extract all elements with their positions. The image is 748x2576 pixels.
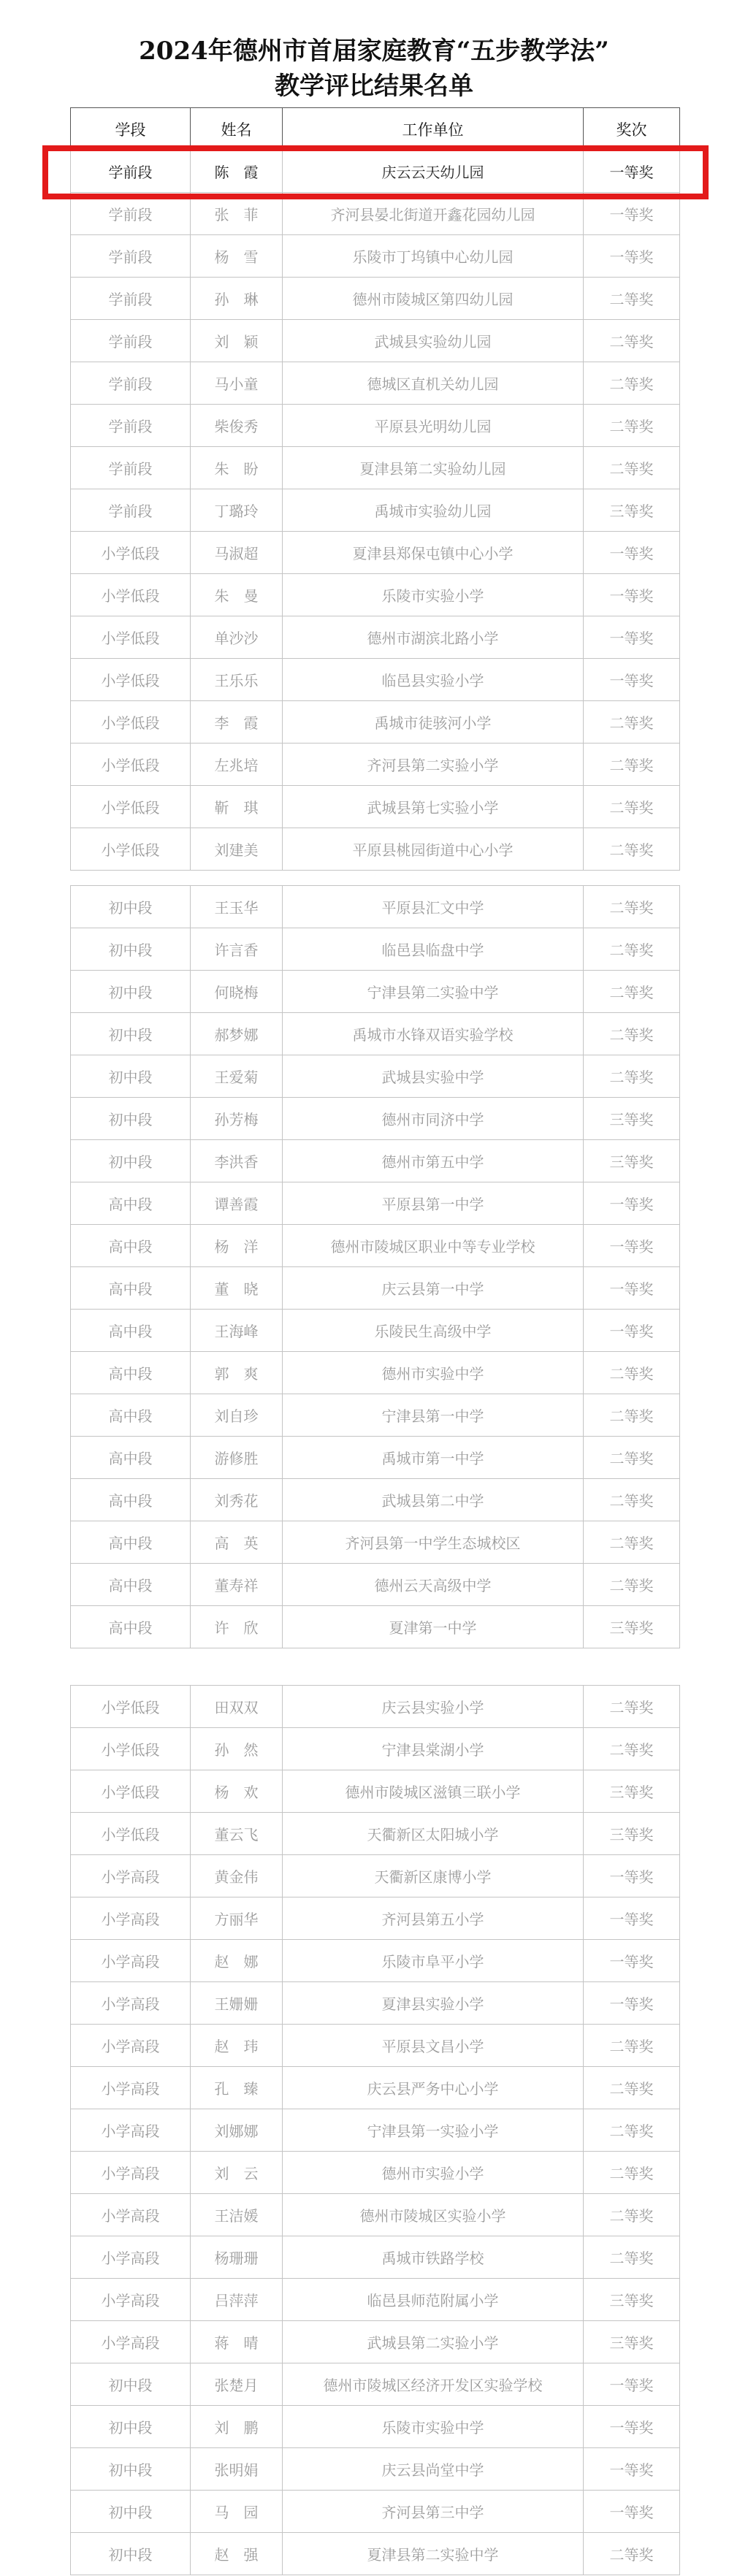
table-row [71, 2194, 680, 2236]
name-cell: 刘建美 [191, 828, 283, 871]
stage-cell: 小学低段 [71, 701, 191, 744]
award-cell: 一等奖 [584, 1267, 680, 1310]
workplace-cell: 临邑县实验小学 [283, 659, 584, 701]
name-cell: 赵 娜 [191, 1940, 283, 1982]
award-cell: 一等奖 [584, 574, 680, 616]
stage-cell: 高中段 [71, 1267, 191, 1310]
stage-cell: 小学低段 [71, 1728, 191, 1770]
award-cell: 二等奖 [584, 2109, 680, 2152]
workplace-cell: 齐河县第二实验小学 [283, 744, 584, 786]
document-subtitle: 教学评比结果名单 [275, 72, 473, 101]
table-row [71, 1225, 680, 1267]
workplace-cell: 武城县第二实验小学 [283, 2321, 584, 2363]
name-cell: 柴俊秀 [191, 405, 283, 447]
workplace-cell: 武城县第二中学 [283, 1479, 584, 1521]
name-cell: 刘 云 [191, 2152, 283, 2194]
name-cell: 赵 玮 [191, 2025, 283, 2067]
award-cell: 二等奖 [584, 1728, 680, 1770]
award-cell: 三等奖 [584, 1770, 680, 1813]
stage-cell: 高中段 [71, 1310, 191, 1352]
stage-cell: 高中段 [71, 1225, 191, 1267]
stage-cell: 初中段 [71, 886, 191, 928]
award-cell: 三等奖 [584, 1140, 680, 1182]
workplace-cell: 临邑县师范附属小学 [283, 2279, 584, 2321]
stage-cell: 初中段 [71, 1013, 191, 1055]
stage-cell: 小学低段 [71, 1813, 191, 1855]
stage-cell: 学前段 [71, 362, 191, 405]
table-header-row [71, 108, 680, 150]
stage-cell: 高中段 [71, 1394, 191, 1437]
stage-cell: 小学高段 [71, 2279, 191, 2321]
name-cell: 杨 欢 [191, 1770, 283, 1813]
table-row [71, 235, 680, 278]
workplace-cell: 平原县光明幼儿园 [283, 405, 584, 447]
stage-cell: 小学高段 [71, 2109, 191, 2152]
workplace-cell: 夏津县郑保屯镇中心小学 [283, 532, 584, 574]
award-cell: 一等奖 [584, 659, 680, 701]
table-row [71, 1521, 680, 1564]
name-cell: 孙 琳 [191, 278, 283, 320]
workplace-cell: 宁津县第二实验中学 [283, 971, 584, 1013]
award-cell: 二等奖 [584, 320, 680, 362]
name-cell: 王海峰 [191, 1310, 283, 1352]
column-header-award: 奖次 [584, 108, 680, 150]
stage-cell: 小学高段 [71, 2321, 191, 2363]
table-row [71, 786, 680, 828]
workplace-cell: 天衢新区太阳城小学 [283, 1813, 584, 1855]
stage-cell: 小学低段 [71, 744, 191, 786]
workplace-cell: 德城区直机关幼儿园 [283, 362, 584, 405]
award-cell: 二等奖 [584, 278, 680, 320]
table-row [71, 2067, 680, 2109]
stage-cell: 小学高段 [71, 1897, 191, 1940]
workplace-cell: 乐陵市实验中学 [283, 2406, 584, 2448]
name-cell: 高 英 [191, 1521, 283, 1564]
workplace-cell: 德州市陵城区第四幼儿园 [283, 278, 584, 320]
workplace-cell: 庆云县实验小学 [283, 1686, 584, 1728]
table-row [71, 1310, 680, 1352]
workplace-cell: 德州市陵城区经济开发区实验学校 [283, 2363, 584, 2406]
table-row [71, 1013, 680, 1055]
workplace-cell: 德州市湖滨北路小学 [283, 616, 584, 659]
name-cell: 杨珊珊 [191, 2236, 283, 2279]
stage-cell: 高中段 [71, 1182, 191, 1225]
workplace-cell: 夏津县第二实验中学 [283, 2533, 584, 2575]
table-row [71, 2448, 680, 2491]
table-row [71, 659, 680, 701]
award-cell: 二等奖 [584, 1564, 680, 1606]
stage-cell: 小学高段 [71, 2236, 191, 2279]
award-cell: 一等奖 [584, 2491, 680, 2533]
name-cell: 黄金伟 [191, 1855, 283, 1897]
name-cell: 孙 然 [191, 1728, 283, 1770]
stage-cell: 初中段 [71, 1055, 191, 1098]
table-row [71, 1182, 680, 1225]
table-row [71, 1770, 680, 1813]
award-cell: 一等奖 [584, 1855, 680, 1897]
table-row [71, 2363, 680, 2406]
workplace-cell: 乐陵民生高级中学 [283, 1310, 584, 1352]
name-cell: 游修胜 [191, 1437, 283, 1479]
award-cell: 二等奖 [584, 828, 680, 871]
name-cell: 丁璐玲 [191, 489, 283, 532]
name-cell: 马 园 [191, 2491, 283, 2533]
table-row [71, 886, 680, 928]
award-cell: 二等奖 [584, 971, 680, 1013]
name-cell: 靳 琪 [191, 786, 283, 828]
table-row [71, 193, 680, 235]
name-cell: 张明娟 [191, 2448, 283, 2491]
stage-cell: 初中段 [71, 1140, 191, 1182]
name-cell: 郝梦娜 [191, 1013, 283, 1055]
stage-cell: 初中段 [71, 2533, 191, 2575]
stage-cell: 学前段 [71, 320, 191, 362]
name-cell: 许言香 [191, 928, 283, 971]
workplace-cell: 德州市陵城区滋镇三联小学 [283, 1770, 584, 1813]
workplace-cell: 庆云云天幼儿园 [283, 150, 584, 193]
award-cell: 三等奖 [584, 1098, 680, 1140]
award-cell: 二等奖 [584, 405, 680, 447]
document-title: 2024年德州市首届家庭教育“五步教学法” [139, 37, 609, 66]
table-row [71, 1394, 680, 1437]
award-cell: 三等奖 [584, 1606, 680, 1648]
column-header-workplace: 工作单位 [283, 108, 584, 150]
stage-cell: 学前段 [71, 405, 191, 447]
table-row [71, 828, 680, 871]
name-cell: 刘 颖 [191, 320, 283, 362]
award-cell: 二等奖 [584, 1686, 680, 1728]
table-row [71, 1140, 680, 1182]
table-row [71, 2109, 680, 2152]
table-row [71, 1055, 680, 1098]
award-cell: 一等奖 [584, 193, 680, 235]
award-cell: 三等奖 [584, 489, 680, 532]
column-header-name: 姓名 [191, 108, 283, 150]
workplace-cell: 德州市第五中学 [283, 1140, 584, 1182]
award-cell: 二等奖 [584, 2533, 680, 2575]
name-cell: 李洪香 [191, 1140, 283, 1182]
name-cell: 王洁媛 [191, 2194, 283, 2236]
workplace-cell: 夏津县实验小学 [283, 1982, 584, 2025]
name-cell: 张 菲 [191, 193, 283, 235]
name-cell: 王玉华 [191, 886, 283, 928]
name-cell: 孙芳梅 [191, 1098, 283, 1140]
workplace-cell: 宁津县第一实验小学 [283, 2109, 584, 2152]
award-cell: 一等奖 [584, 2448, 680, 2491]
name-cell: 马小童 [191, 362, 283, 405]
award-cell: 二等奖 [584, 886, 680, 928]
award-cell: 二等奖 [584, 1521, 680, 1564]
name-cell: 董云飞 [191, 1813, 283, 1855]
stage-cell: 小学高段 [71, 2067, 191, 2109]
workplace-cell: 宁津县第一中学 [283, 1394, 584, 1437]
table-row [71, 447, 680, 489]
stage-cell: 学前段 [71, 278, 191, 320]
stage-cell: 初中段 [71, 2448, 191, 2491]
workplace-cell: 齐河县第一中学生态城校区 [283, 1521, 584, 1564]
name-cell: 杨 雪 [191, 235, 283, 278]
table-row [71, 1940, 680, 1982]
table-row [71, 971, 680, 1013]
table-row [71, 1813, 680, 1855]
award-cell: 一等奖 [584, 1310, 680, 1352]
stage-cell: 小学低段 [71, 1770, 191, 1813]
table-row [71, 2406, 680, 2448]
table-row [71, 701, 680, 744]
table-row [71, 1267, 680, 1310]
results-table-part-2 [70, 885, 680, 1648]
table-row [71, 616, 680, 659]
workplace-cell: 乐陵市实验小学 [283, 574, 584, 616]
workplace-cell: 天衢新区康博小学 [283, 1855, 584, 1897]
table-row [71, 320, 680, 362]
name-cell: 马淑超 [191, 532, 283, 574]
table-row [71, 150, 680, 193]
stage-cell: 学前段 [71, 235, 191, 278]
table-row [71, 744, 680, 786]
award-cell: 二等奖 [584, 2025, 680, 2067]
stage-cell: 小学高段 [71, 2152, 191, 2194]
table-row [71, 1437, 680, 1479]
stage-cell: 高中段 [71, 1437, 191, 1479]
workplace-cell: 武城县实验中学 [283, 1055, 584, 1098]
award-cell: 一等奖 [584, 235, 680, 278]
stage-cell: 小学高段 [71, 2025, 191, 2067]
stage-cell: 初中段 [71, 971, 191, 1013]
name-cell: 王姗姗 [191, 1982, 283, 2025]
award-cell: 三等奖 [584, 2321, 680, 2363]
award-cell: 二等奖 [584, 744, 680, 786]
table-row [71, 574, 680, 616]
stage-cell: 小学低段 [71, 786, 191, 828]
table-row [71, 1855, 680, 1897]
award-cell: 一等奖 [584, 1225, 680, 1267]
stage-cell: 小学低段 [71, 1686, 191, 1728]
workplace-cell: 平原县桃园街道中心小学 [283, 828, 584, 871]
workplace-cell: 齐河县第五小学 [283, 1897, 584, 1940]
workplace-cell: 德州市陵城区实验小学 [283, 2194, 584, 2236]
stage-cell: 初中段 [71, 928, 191, 971]
name-cell: 董寿祥 [191, 1564, 283, 1606]
table-row [71, 278, 680, 320]
stage-cell: 小学低段 [71, 574, 191, 616]
award-cell: 一等奖 [584, 532, 680, 574]
column-header-stage: 学段 [71, 108, 191, 150]
stage-cell: 高中段 [71, 1479, 191, 1521]
name-cell: 董 晓 [191, 1267, 283, 1310]
award-cell: 二等奖 [584, 2152, 680, 2194]
table-row [71, 1606, 680, 1648]
name-cell: 王乐乐 [191, 659, 283, 701]
name-cell: 刘 鹏 [191, 2406, 283, 2448]
workplace-cell: 禹城市徒骇河小学 [283, 701, 584, 744]
award-cell: 二等奖 [584, 2067, 680, 2109]
award-cell: 二等奖 [584, 786, 680, 828]
workplace-cell: 庆云县严务中心小学 [283, 2067, 584, 2109]
workplace-cell: 乐陵市丁坞镇中心幼儿园 [283, 235, 584, 278]
table-row [71, 2321, 680, 2363]
results-table-part-3 [70, 1685, 680, 2575]
workplace-cell: 宁津县棠湖小学 [283, 1728, 584, 1770]
name-cell: 陈 霞 [191, 150, 283, 193]
name-cell: 李 霞 [191, 701, 283, 744]
table-row [71, 362, 680, 405]
table-row [71, 1098, 680, 1140]
workplace-cell: 夏津第一中学 [283, 1606, 584, 1648]
award-cell: 二等奖 [584, 2236, 680, 2279]
name-cell: 孔 臻 [191, 2067, 283, 2109]
table-row [71, 2236, 680, 2279]
workplace-cell: 庆云县尚堂中学 [283, 2448, 584, 2491]
award-cell: 一等奖 [584, 1940, 680, 1982]
table-row [71, 2279, 680, 2321]
workplace-cell: 齐河县第三中学 [283, 2491, 584, 2533]
table-row [71, 2152, 680, 2194]
stage-cell: 学前段 [71, 150, 191, 193]
results-table-part-1 [70, 107, 680, 871]
name-cell: 方丽华 [191, 1897, 283, 1940]
stage-cell: 高中段 [71, 1521, 191, 1564]
table-row [71, 1897, 680, 1940]
name-cell: 刘娜娜 [191, 2109, 283, 2152]
stage-cell: 学前段 [71, 193, 191, 235]
award-cell: 一等奖 [584, 2363, 680, 2406]
name-cell: 刘秀花 [191, 1479, 283, 1521]
workplace-cell: 夏津县第二实验幼儿园 [283, 447, 584, 489]
stage-cell: 高中段 [71, 1352, 191, 1394]
stage-cell: 小学低段 [71, 616, 191, 659]
name-cell: 左兆培 [191, 744, 283, 786]
stage-cell: 小学高段 [71, 1982, 191, 2025]
award-cell: 一等奖 [584, 616, 680, 659]
workplace-cell: 禹城市水锋双语实验学校 [283, 1013, 584, 1055]
award-cell: 二等奖 [584, 928, 680, 971]
workplace-cell: 德州市同济中学 [283, 1098, 584, 1140]
table-row [71, 2491, 680, 2533]
award-cell: 二等奖 [584, 1013, 680, 1055]
award-cell: 二等奖 [584, 1352, 680, 1394]
award-cell: 二等奖 [584, 1394, 680, 1437]
workplace-cell: 平原县汇文中学 [283, 886, 584, 928]
workplace-cell: 武城县实验幼儿园 [283, 320, 584, 362]
workplace-cell: 平原县第一中学 [283, 1182, 584, 1225]
stage-cell: 初中段 [71, 1098, 191, 1140]
workplace-cell: 德州市陵城区职业中等专业学校 [283, 1225, 584, 1267]
award-cell: 一等奖 [584, 1982, 680, 2025]
table-row [71, 2533, 680, 2575]
name-cell: 单沙沙 [191, 616, 283, 659]
table-row [71, 1352, 680, 1394]
workplace-cell: 平原县文昌小学 [283, 2025, 584, 2067]
table-row [71, 532, 680, 574]
award-cell: 一等奖 [584, 150, 680, 193]
stage-cell: 小学低段 [71, 659, 191, 701]
stage-cell: 小学高段 [71, 1940, 191, 1982]
workplace-cell: 禹城市铁路学校 [283, 2236, 584, 2279]
workplace-cell: 德州市实验小学 [283, 2152, 584, 2194]
table-row [71, 2025, 680, 2067]
table-row [71, 928, 680, 971]
table-row [71, 1564, 680, 1606]
workplace-cell: 德州云天高级中学 [283, 1564, 584, 1606]
stage-cell: 高中段 [71, 1564, 191, 1606]
stage-cell: 初中段 [71, 2406, 191, 2448]
stage-cell: 小学高段 [71, 2194, 191, 2236]
table-row [71, 405, 680, 447]
workplace-cell: 德州市实验中学 [283, 1352, 584, 1394]
name-cell: 何晓梅 [191, 971, 283, 1013]
name-cell: 郭 爽 [191, 1352, 283, 1394]
award-cell: 一等奖 [584, 1182, 680, 1225]
name-cell: 谭善霞 [191, 1182, 283, 1225]
table-row [71, 1728, 680, 1770]
name-cell: 杨 洋 [191, 1225, 283, 1267]
workplace-cell: 武城县第七实验小学 [283, 786, 584, 828]
award-cell: 二等奖 [584, 1437, 680, 1479]
stage-cell: 小学低段 [71, 532, 191, 574]
award-cell: 二等奖 [584, 447, 680, 489]
table-row [71, 1479, 680, 1521]
name-cell: 吕萍萍 [191, 2279, 283, 2321]
workplace-cell: 临邑县临盘中学 [283, 928, 584, 971]
workplace-cell: 庆云县第一中学 [283, 1267, 584, 1310]
workplace-cell: 乐陵市阜平小学 [283, 1940, 584, 1982]
name-cell: 赵 强 [191, 2533, 283, 2575]
award-cell: 二等奖 [584, 2194, 680, 2236]
name-cell: 张楚月 [191, 2363, 283, 2406]
award-cell: 二等奖 [584, 1479, 680, 1521]
stage-cell: 学前段 [71, 447, 191, 489]
award-cell: 一等奖 [584, 1897, 680, 1940]
stage-cell: 学前段 [71, 489, 191, 532]
stage-cell: 高中段 [71, 1606, 191, 1648]
name-cell: 王爱菊 [191, 1055, 283, 1098]
workplace-cell: 禹城市实验幼儿园 [283, 489, 584, 532]
award-cell: 三等奖 [584, 1813, 680, 1855]
table-row [71, 1686, 680, 1728]
stage-cell: 初中段 [71, 2491, 191, 2533]
award-cell: 三等奖 [584, 2279, 680, 2321]
award-cell: 二等奖 [584, 1055, 680, 1098]
name-cell: 田双双 [191, 1686, 283, 1728]
name-cell: 朱 曼 [191, 574, 283, 616]
workplace-cell: 齐河县晏北街道开鑫花园幼儿园 [283, 193, 584, 235]
name-cell: 许 欣 [191, 1606, 283, 1648]
award-cell: 二等奖 [584, 362, 680, 405]
workplace-cell: 禹城市第一中学 [283, 1437, 584, 1479]
stage-cell: 小学高段 [71, 1855, 191, 1897]
table-row [71, 489, 680, 532]
name-cell: 朱 盼 [191, 447, 283, 489]
award-cell: 二等奖 [584, 701, 680, 744]
award-cell: 一等奖 [584, 2406, 680, 2448]
name-cell: 刘自珍 [191, 1394, 283, 1437]
name-cell: 蒋 晴 [191, 2321, 283, 2363]
stage-cell: 初中段 [71, 2363, 191, 2406]
table-row [71, 1982, 680, 2025]
stage-cell: 小学低段 [71, 828, 191, 871]
